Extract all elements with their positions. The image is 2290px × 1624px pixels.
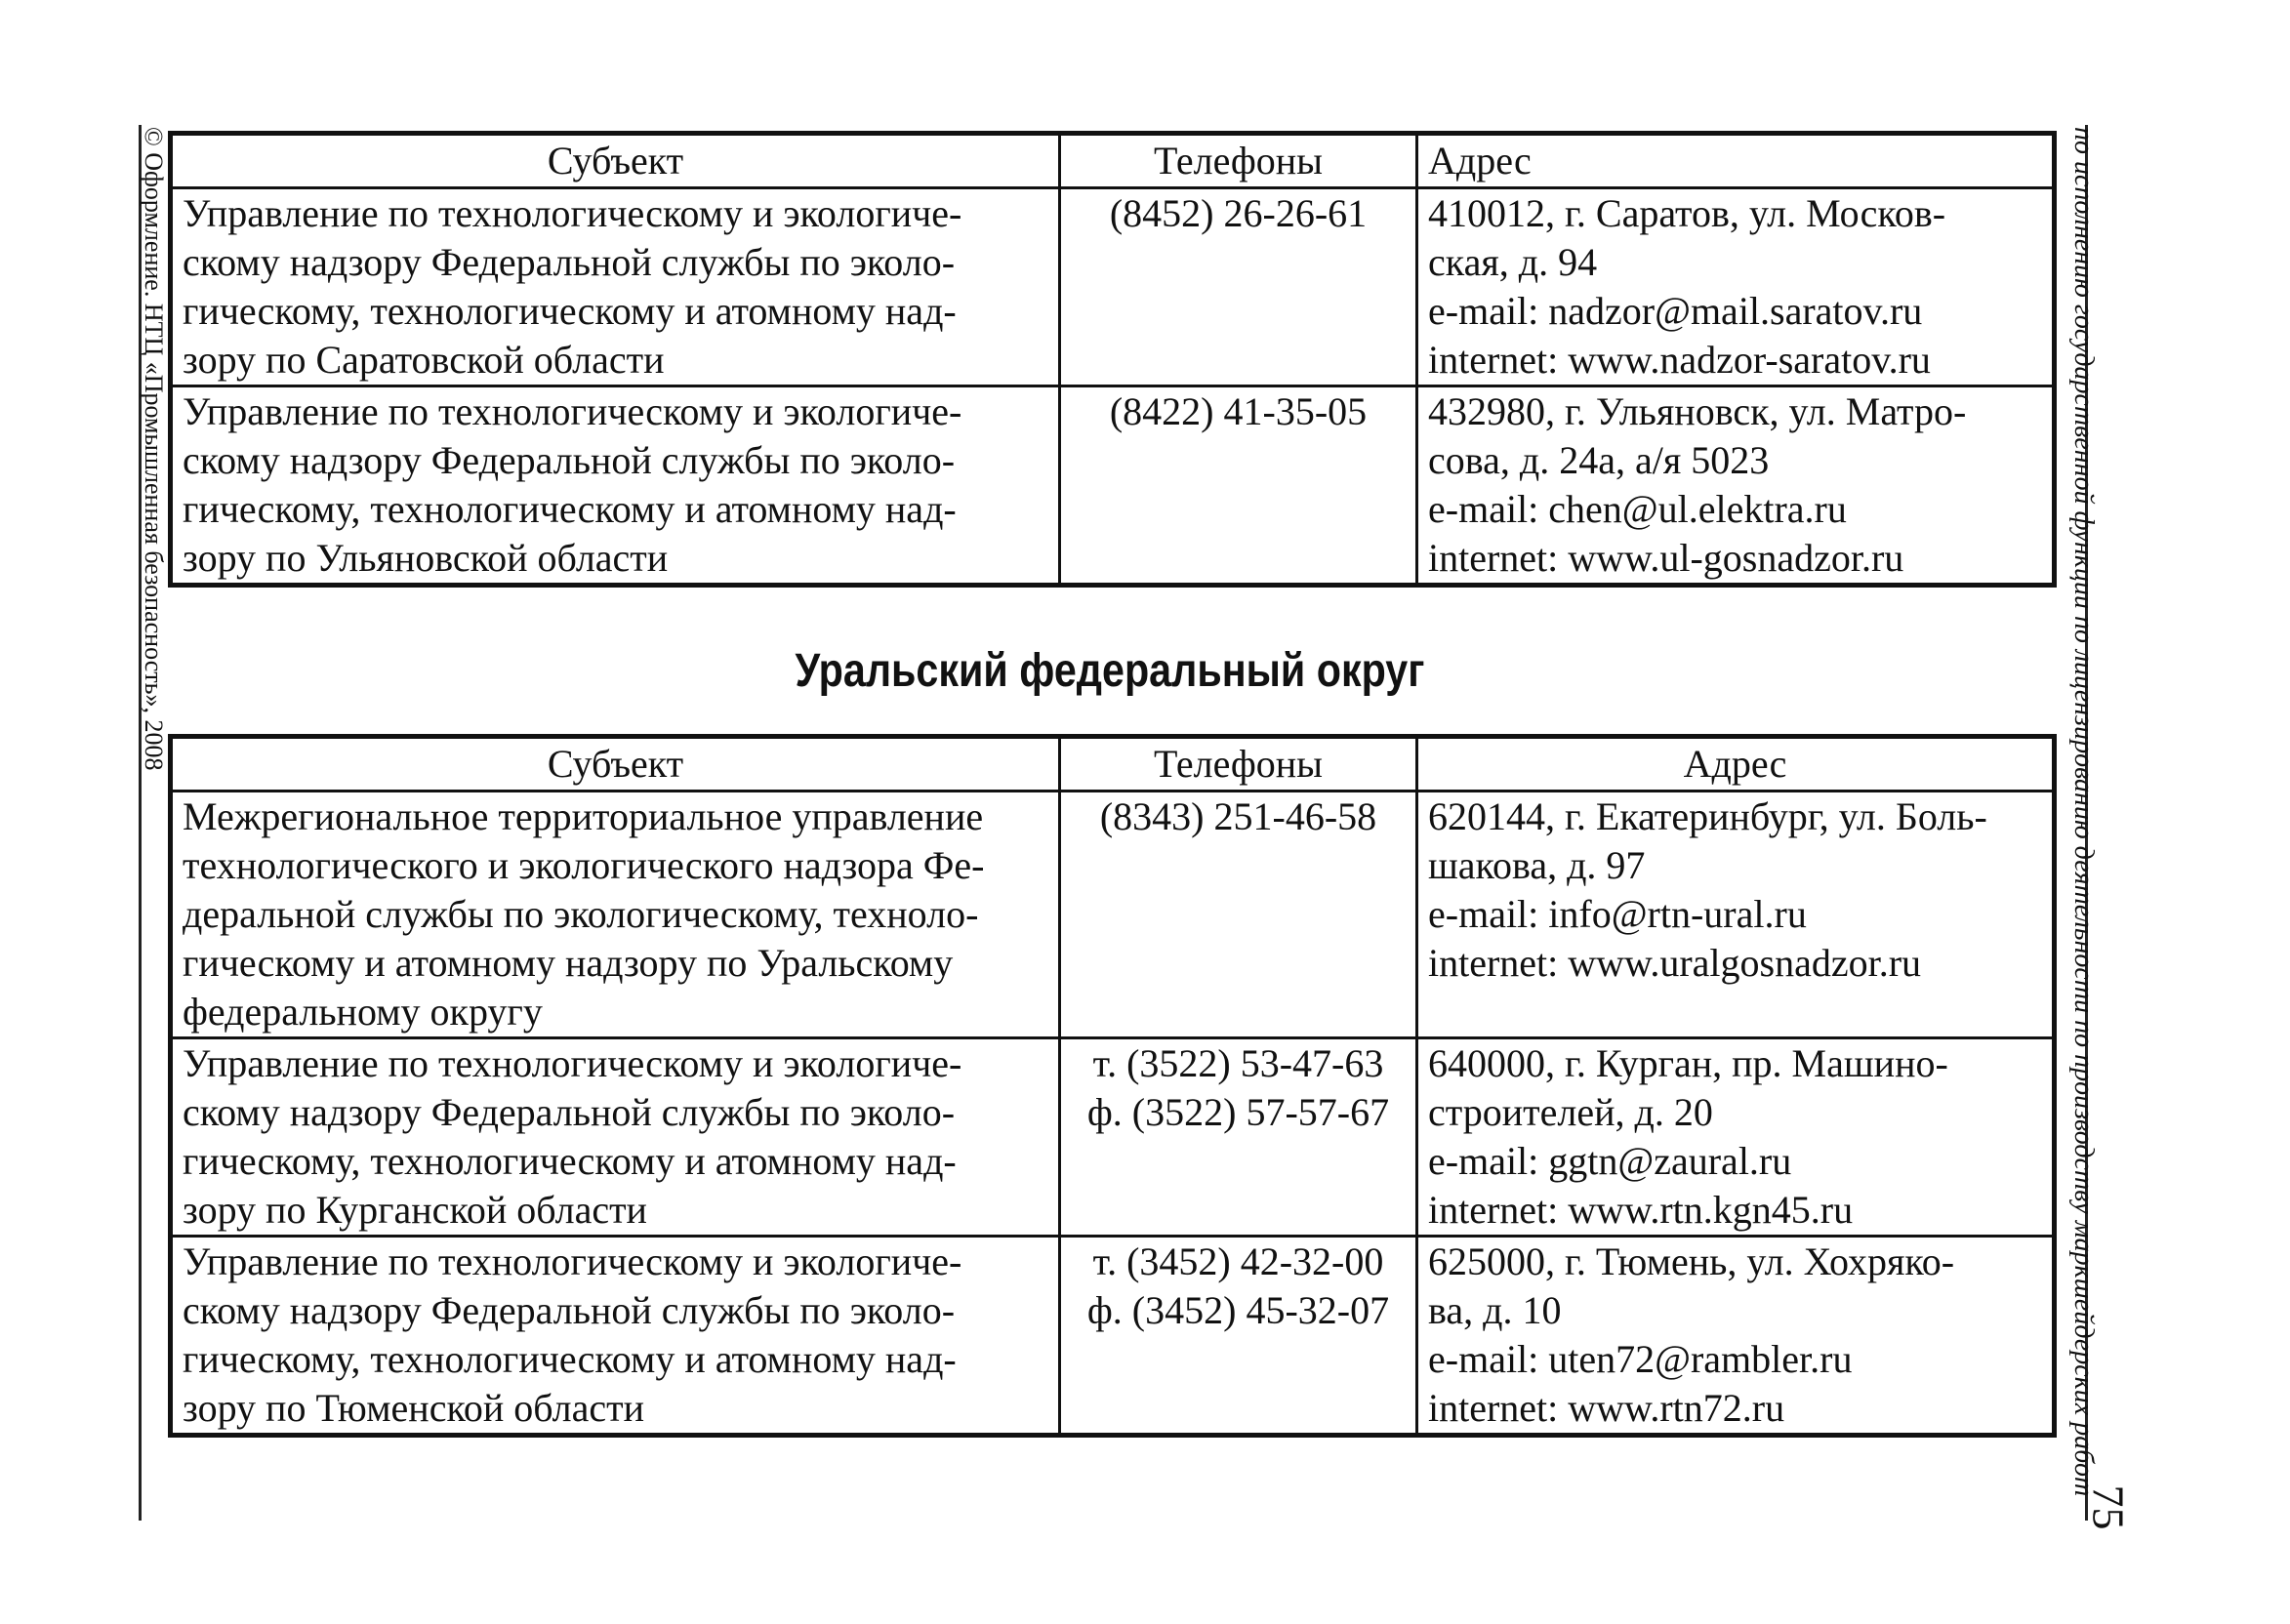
cell-line: e-mail: nadzor@mail.saratov.ru bbox=[1428, 289, 1923, 333]
subject-cell bbox=[171, 386, 1060, 586]
subject-cell bbox=[171, 188, 1060, 386]
cell-line: e-mail: info@rtn-ural.ru bbox=[1428, 892, 1807, 936]
cell-line: e-mail: chen@ul.elektra.ru bbox=[1428, 487, 1847, 531]
cell-line: ф. (3522) 57-57-67 bbox=[1086, 1090, 1390, 1134]
cell-line: Межрегиональное территориальное управление bbox=[183, 794, 984, 838]
cell-line: гическому, технологическому и атомному над- bbox=[183, 289, 957, 333]
cell-line: гическому и атомному надзору по Уральскому bbox=[183, 941, 954, 985]
table-header-row bbox=[171, 134, 2055, 188]
table-row bbox=[171, 792, 2055, 1038]
cell-line: e-mail: uten72@rambler.ru bbox=[1428, 1337, 1853, 1381]
cell-line: т. (3522) 53-47-63 bbox=[1092, 1041, 1384, 1085]
table-header-row bbox=[171, 737, 2055, 792]
phones-cell bbox=[1060, 386, 1417, 586]
cell-line: скому надзору Федеральной службы по эколо- bbox=[183, 1288, 956, 1332]
cell-line: гическому, технологическому и атомному над- bbox=[183, 1139, 957, 1183]
address-cell bbox=[1417, 792, 2055, 1038]
cell-line: 410012, г. Саратов, ул. Москов- bbox=[1428, 191, 1946, 235]
cell-line: 625000, г. Тюмень, ул. Хохряко- bbox=[1428, 1239, 1955, 1283]
header-phones: Телефоны bbox=[1060, 737, 1417, 792]
cell-line: Управление по технологическому и экологиче- bbox=[183, 191, 962, 235]
cell-line: internet: www.nadzor-saratov.ru bbox=[1428, 338, 1931, 382]
cell-line: скому надзору Федеральной службы по эколо- bbox=[183, 438, 956, 482]
running-header-text: по исполнению государственной функции по лицензированию деятельности по производству маркшейдерских работ bbox=[2068, 127, 2099, 1497]
cell-line: internet: www.uralgosnadzor.ru bbox=[1428, 941, 1922, 985]
cell-line: (8343) 251-46-58 bbox=[1099, 794, 1377, 838]
header-address: Адрес bbox=[1417, 737, 2055, 792]
cell-line: зору по Курганской области bbox=[183, 1188, 647, 1232]
table-row bbox=[171, 1237, 2055, 1436]
table-north-volga bbox=[168, 131, 2057, 588]
header-phones: Телефоны bbox=[1060, 134, 1417, 188]
cell-line: скому надзору Федеральной службы по эколо- bbox=[183, 1090, 956, 1134]
address-cell bbox=[1417, 188, 2055, 386]
cell-line: ская, д. 94 bbox=[1428, 240, 1598, 284]
cell-line: internet: www.rtn.kgn45.ru bbox=[1428, 1188, 1854, 1232]
cell-line: 620144, г. Екатеринбург, ул. Боль- bbox=[1428, 794, 1987, 838]
cell-line: гическому, технологическому и атомному над- bbox=[183, 487, 957, 531]
table-ural-district bbox=[168, 734, 2057, 1438]
phones-cell bbox=[1060, 1038, 1417, 1237]
phones-cell bbox=[1060, 1237, 1417, 1436]
cell-line: т. (3452) 42-32-00 bbox=[1092, 1239, 1384, 1283]
section-heading: Уральский федеральный округ bbox=[795, 645, 1425, 697]
cell-line: e-mail: ggtn@zaural.ru bbox=[1428, 1139, 1792, 1183]
cell-line: деральной службы по экологическому, техноло- bbox=[183, 892, 979, 936]
header-address: Адрес bbox=[1417, 134, 2055, 188]
cell-line: шакова, д. 97 bbox=[1428, 843, 1646, 887]
table-row bbox=[171, 386, 2055, 586]
table-row bbox=[171, 1038, 2055, 1237]
page-number: 75 bbox=[2083, 1484, 2134, 1530]
cell-line: (8452) 26-26-61 bbox=[1109, 191, 1368, 235]
cell-line: Управление по технологическому и экологиче- bbox=[183, 389, 962, 433]
cell-line: ф. (3452) 45-32-07 bbox=[1086, 1288, 1390, 1332]
cell-line: гическому, технологическому и атомному над- bbox=[183, 1337, 957, 1381]
cell-line: зору по Ульяновской области bbox=[183, 536, 669, 580]
address-cell bbox=[1417, 386, 2055, 586]
cell-line: Управление по технологическому и экологиче- bbox=[183, 1239, 962, 1283]
subject-cell bbox=[171, 792, 1060, 1038]
subject-cell bbox=[171, 1237, 1060, 1436]
phones-cell bbox=[1060, 188, 1417, 386]
header-subject: Субъект bbox=[171, 737, 1060, 792]
cell-line: internet: www.ul-gosnadzor.ru bbox=[1428, 536, 1904, 580]
copyright-margin-text: © Оформление. НТЦ «Промышленная безопасность», 2008 bbox=[140, 127, 168, 771]
cell-line: Управление по технологическому и экологиче- bbox=[183, 1041, 962, 1085]
address-cell bbox=[1417, 1237, 2055, 1436]
cell-line: internet: www.rtn72.ru bbox=[1428, 1386, 1785, 1430]
address-cell bbox=[1417, 1038, 2055, 1237]
phones-cell bbox=[1060, 792, 1417, 1038]
subject-cell bbox=[171, 1038, 1060, 1237]
cell-line: технологического и экологического надзора Фе- bbox=[183, 843, 985, 887]
cell-line: зору по Саратовской области bbox=[183, 338, 665, 382]
cell-line: (8422) 41-35-05 bbox=[1109, 389, 1368, 433]
cell-line: 640000, г. Курган, пр. Машино- bbox=[1428, 1041, 1948, 1085]
cell-line: зору по Тюменской области bbox=[183, 1386, 644, 1430]
cell-line: федеральному округу bbox=[183, 990, 543, 1034]
cell-line: скому надзору Федеральной службы по эколо- bbox=[183, 240, 956, 284]
table-row bbox=[171, 188, 2055, 386]
cell-line: сова, д. 24а, а/я 5023 bbox=[1428, 438, 1770, 482]
cell-line: 432980, г. Ульяновск, ул. Матро- bbox=[1428, 389, 1967, 433]
cell-line: строителей, д. 20 bbox=[1428, 1090, 1713, 1134]
cell-line: ва, д. 10 bbox=[1428, 1288, 1562, 1332]
header-subject: Субъект bbox=[171, 134, 1060, 188]
